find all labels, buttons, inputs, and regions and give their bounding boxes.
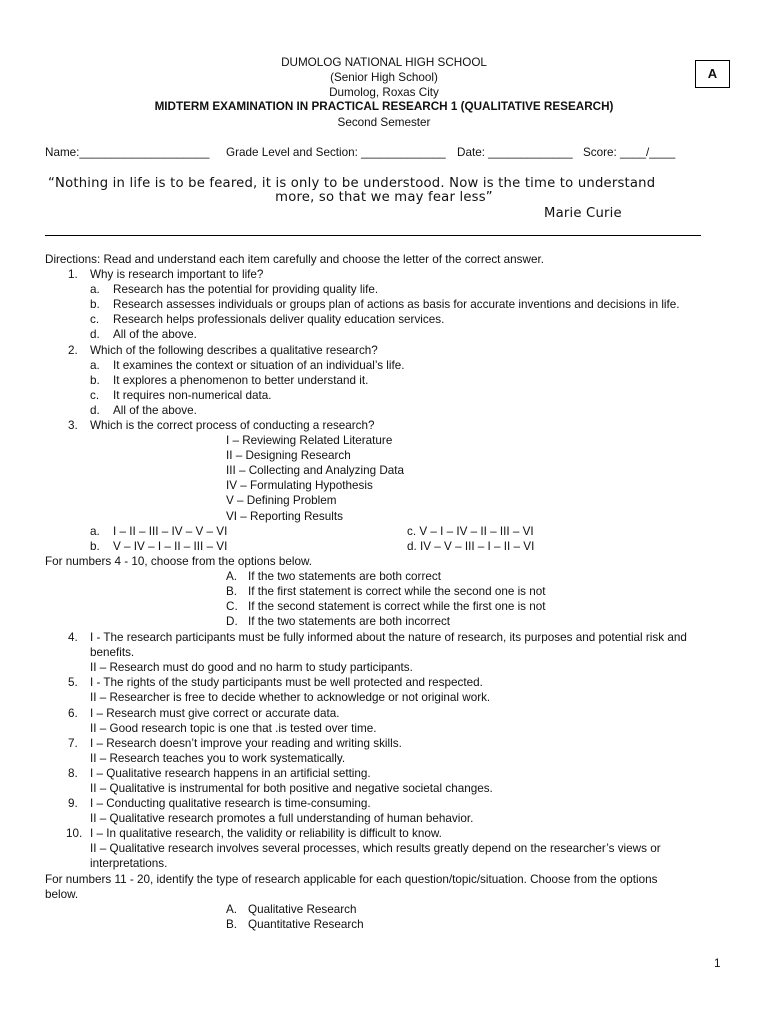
q1-number: 1. xyxy=(68,268,78,281)
q2-number: 2. xyxy=(68,344,78,357)
q6-line: II – Good research topic is one that .is tested over time. xyxy=(90,722,377,735)
type-option-a: Qualitative Research xyxy=(248,903,357,916)
exam-title: MIDTERM EXAMINATION IN PRACTICAL RESEARCH 1 (QUALITATIVE RESEARCH) xyxy=(154,100,614,113)
q3-choice-c: c. V – I – IV – II – III – VI xyxy=(407,525,534,538)
q5-line: I - The rights of the study participants must be well protected and respected. xyxy=(90,676,483,689)
q3-step: III – Collecting and Analyzing Data xyxy=(226,464,405,477)
grade-section-field[interactable]: Grade Level and Section: _____________ xyxy=(226,146,446,159)
quote-author: Marie Curie xyxy=(544,206,622,221)
q10-line: interpretations. xyxy=(90,857,168,870)
q2-text: Which of the following describes a qualitative research? xyxy=(90,344,378,357)
option-d-letter: D. xyxy=(226,615,238,628)
quote-line-2: more, so that we may fear less” xyxy=(275,190,493,205)
semester: Second Semester xyxy=(337,116,431,129)
option-d: If the two statements are both incorrect xyxy=(248,615,451,628)
q1-d-letter: d. xyxy=(90,328,100,341)
q8-line: I – Qualitative research happens in an artificial setting. xyxy=(90,767,371,780)
directions: Directions: Read and understand each item carefully and choose the letter of the correct answer. xyxy=(45,253,544,266)
option-b-letter: B. xyxy=(226,585,238,598)
q10-line: II – Qualitative research involves several processes, which results greatly depend on the researcher’s views or xyxy=(90,842,661,855)
section3-intro-cont: below. xyxy=(45,888,79,901)
q3-choice-b: V – IV – I – II – III – VI xyxy=(113,540,228,553)
q1-choice-c: Research helps professionals deliver quality education services. xyxy=(113,313,445,326)
option-c-letter: C. xyxy=(226,600,238,613)
q2-d-letter: d. xyxy=(90,404,100,417)
q1-choice-b: Research assesses individuals or groups plan of actions as basis for accurate inventions and decisions in life. xyxy=(113,298,680,311)
q3-step: V – Defining Problem xyxy=(226,494,337,507)
score-field[interactable]: Score: ____/____ xyxy=(583,146,676,159)
set-label-box: A xyxy=(695,60,730,88)
q7-number: 7. xyxy=(68,737,78,750)
name-field[interactable]: Name:____________________ xyxy=(45,146,210,159)
q3-step: II – Designing Research xyxy=(226,449,351,462)
q1-b-letter: b. xyxy=(90,298,100,311)
q2-c-letter: c. xyxy=(90,389,100,402)
q2-choice-a: It examines the context or situation of an individual’s life. xyxy=(113,359,405,372)
q4-number: 4. xyxy=(68,631,78,644)
q1-text: Why is research important to life? xyxy=(90,268,264,281)
q3-b-letter: b. xyxy=(90,540,100,553)
q4-line: benefits. xyxy=(90,646,135,659)
school-name: DUMOLOG NATIONAL HIGH SCHOOL xyxy=(281,56,487,69)
q7-line: I – Research doesn’t improve your reading and writing skills. xyxy=(90,737,402,750)
section2-intro: For numbers 4 - 10, choose from the options below. xyxy=(45,555,313,568)
q9-number: 9. xyxy=(68,797,78,810)
section3-intro: For numbers 11 - 20, identify the type of research applicable for each question/topic/situation. Choose from the options xyxy=(45,873,658,886)
q6-number: 6. xyxy=(68,707,78,720)
q3-number: 3. xyxy=(68,419,78,432)
q2-choice-d: All of the above. xyxy=(113,404,197,417)
q3-step: VI – Reporting Results xyxy=(226,510,343,523)
q2-b-letter: b. xyxy=(90,374,100,387)
type-a-letter: A. xyxy=(226,903,238,916)
date-field[interactable]: Date: _____________ xyxy=(457,146,573,159)
q1-a-letter: a. xyxy=(90,283,100,296)
q1-c-letter: c. xyxy=(90,313,100,326)
q9-line: II – Qualitative research promotes a full understanding of human behavior. xyxy=(90,812,474,825)
q2-choice-c: It requires non-numerical data. xyxy=(113,389,272,402)
option-c: If the second statement is correct while the first one is not xyxy=(248,600,546,613)
q2-a-letter: a. xyxy=(90,359,100,372)
q4-line: II – Research must do good and no harm to study participants. xyxy=(90,661,413,674)
q3-a-letter: a. xyxy=(90,525,100,538)
q10-line: I – In qualitative research, the validity or reliability is difficult to know. xyxy=(90,827,442,840)
type-option-b: Quantitative Research xyxy=(248,918,364,931)
q3-text: Which is the correct process of conducting a research? xyxy=(90,419,375,432)
q7-line: II – Research teaches you to work systematically. xyxy=(90,752,346,765)
q9-line: I – Conducting qualitative research is time-consuming. xyxy=(90,797,371,810)
q2-choice-b: It explores a phenomenon to better understand it. xyxy=(113,374,369,387)
q8-number: 8. xyxy=(68,767,78,780)
quote-line-1: “Nothing in life is to be feared, it is only to be understood. Now is the time to understand xyxy=(48,176,656,191)
option-b: If the first statement is correct while the second one is not xyxy=(248,585,546,598)
q3-step: IV – Formulating Hypothesis xyxy=(226,479,373,492)
q1-choice-a: Research has the potential for providing quality life. xyxy=(113,283,379,296)
q5-number: 5. xyxy=(68,676,78,689)
q3-choice-a: I – II – III – IV – V – VI xyxy=(113,525,228,538)
q6-line: I – Research must give correct or accurate data. xyxy=(90,707,340,720)
option-a-letter: A. xyxy=(226,570,238,583)
q8-line: II – Qualitative is instrumental for both positive and negative societal changes. xyxy=(90,782,493,795)
q3-step: I – Reviewing Related Literature xyxy=(226,434,393,447)
page-number: 1 xyxy=(714,957,721,970)
q5-line: II – Researcher is free to decide whether to acknowledge or not original work. xyxy=(90,691,491,704)
option-a: If the two statements are both correct xyxy=(248,570,441,583)
q4-line: I - The research participants must be fully informed about the nature of research, its purposes and potential risk and xyxy=(90,631,687,644)
divider-line xyxy=(45,235,701,236)
q1-choice-d: All of the above. xyxy=(113,328,197,341)
q10-number: 10. xyxy=(66,827,83,840)
school-level: (Senior High School) xyxy=(330,71,438,84)
school-location: Dumolog, Roxas City xyxy=(329,86,439,99)
q3-choice-d: d. IV – V – III – I – II – VI xyxy=(407,540,535,553)
type-b-letter: B. xyxy=(226,918,238,931)
